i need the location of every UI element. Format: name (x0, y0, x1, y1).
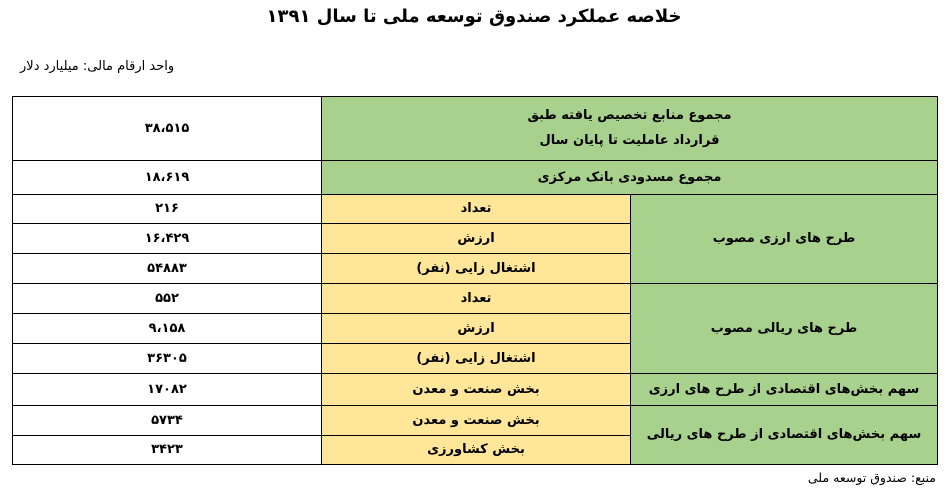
sector-rial-agriculture-label: بخش کشاورزی (322, 436, 631, 465)
summary-table (12, 96, 938, 465)
rial-employment-value: ۳۶۳۰۵ (13, 344, 322, 374)
fx-worth-value: ۱۶،۴۲۹ (13, 224, 322, 254)
fx-count-label: تعداد (322, 195, 631, 224)
page-title: خلاصه عملکرد صندوق توسعه ملی تا سال ۱۳۹۱ (266, 6, 682, 27)
fx-worth-label: ارزش (322, 224, 631, 254)
total-resources-value: ۳۸،۵۱۵ (13, 97, 322, 161)
sector-rial-industry-label: بخش صنعت و معدن (322, 406, 631, 436)
table-row-sector-rial-industry (13, 406, 938, 436)
sector-fx-industry-value: ۱۷۰۸۲ (13, 374, 322, 406)
sector-fx-group-label: سهم بخش‌های اقتصادی از طرح های ارزی (631, 374, 938, 406)
table-row-central-bank (13, 161, 938, 195)
sector-rial-group-label: سهم بخش‌های اقتصادی از طرح های ریالی (631, 406, 938, 465)
rial-projects-group-label: طرح های ریالی مصوب (631, 284, 938, 374)
sector-rial-agriculture-value: ۳۴۲۳ (13, 436, 322, 465)
central-bank-label: مجموع مسدودی بانک مرکزی (322, 161, 938, 195)
rial-count-label: تعداد (322, 284, 631, 314)
rial-worth-value: ۹،۱۵۸ (13, 314, 322, 344)
table-row-sector-fx (13, 374, 938, 406)
unit-note: واحد ارقام مالی: میلیارد دلار (20, 59, 175, 74)
rial-count-value: ۵۵۲ (13, 284, 322, 314)
sector-rial-industry-value: ۵۷۳۴ (13, 406, 322, 436)
central-bank-value: ۱۸،۶۱۹ (13, 161, 322, 195)
total-resources-label (322, 97, 938, 161)
table-row-total-resources (13, 97, 938, 161)
total-resources-label-line1: مجموع منابع تخصیص یافته طبق (527, 108, 732, 124)
table-row-fx-count (13, 195, 938, 224)
table-row-rial-count (13, 284, 938, 314)
fx-count-value: ۲۱۶ (13, 195, 322, 224)
fx-projects-group-label: طرح های ارزی مصوب (631, 195, 938, 284)
rial-employment-label: اشتغال زایی (نفر) (322, 344, 631, 374)
source-note: منبع: صندوق توسعه ملی (807, 470, 936, 485)
fx-employment-label: اشتغال زایی (نفر) (322, 254, 631, 284)
sector-fx-industry-label: بخش صنعت و معدن (322, 374, 631, 406)
total-resources-label-line2: قرارداد عاملیت تا پایان سال (539, 133, 720, 148)
rial-worth-label: ارزش (322, 314, 631, 344)
fx-employment-value: ۵۴۸۸۳ (13, 254, 322, 284)
